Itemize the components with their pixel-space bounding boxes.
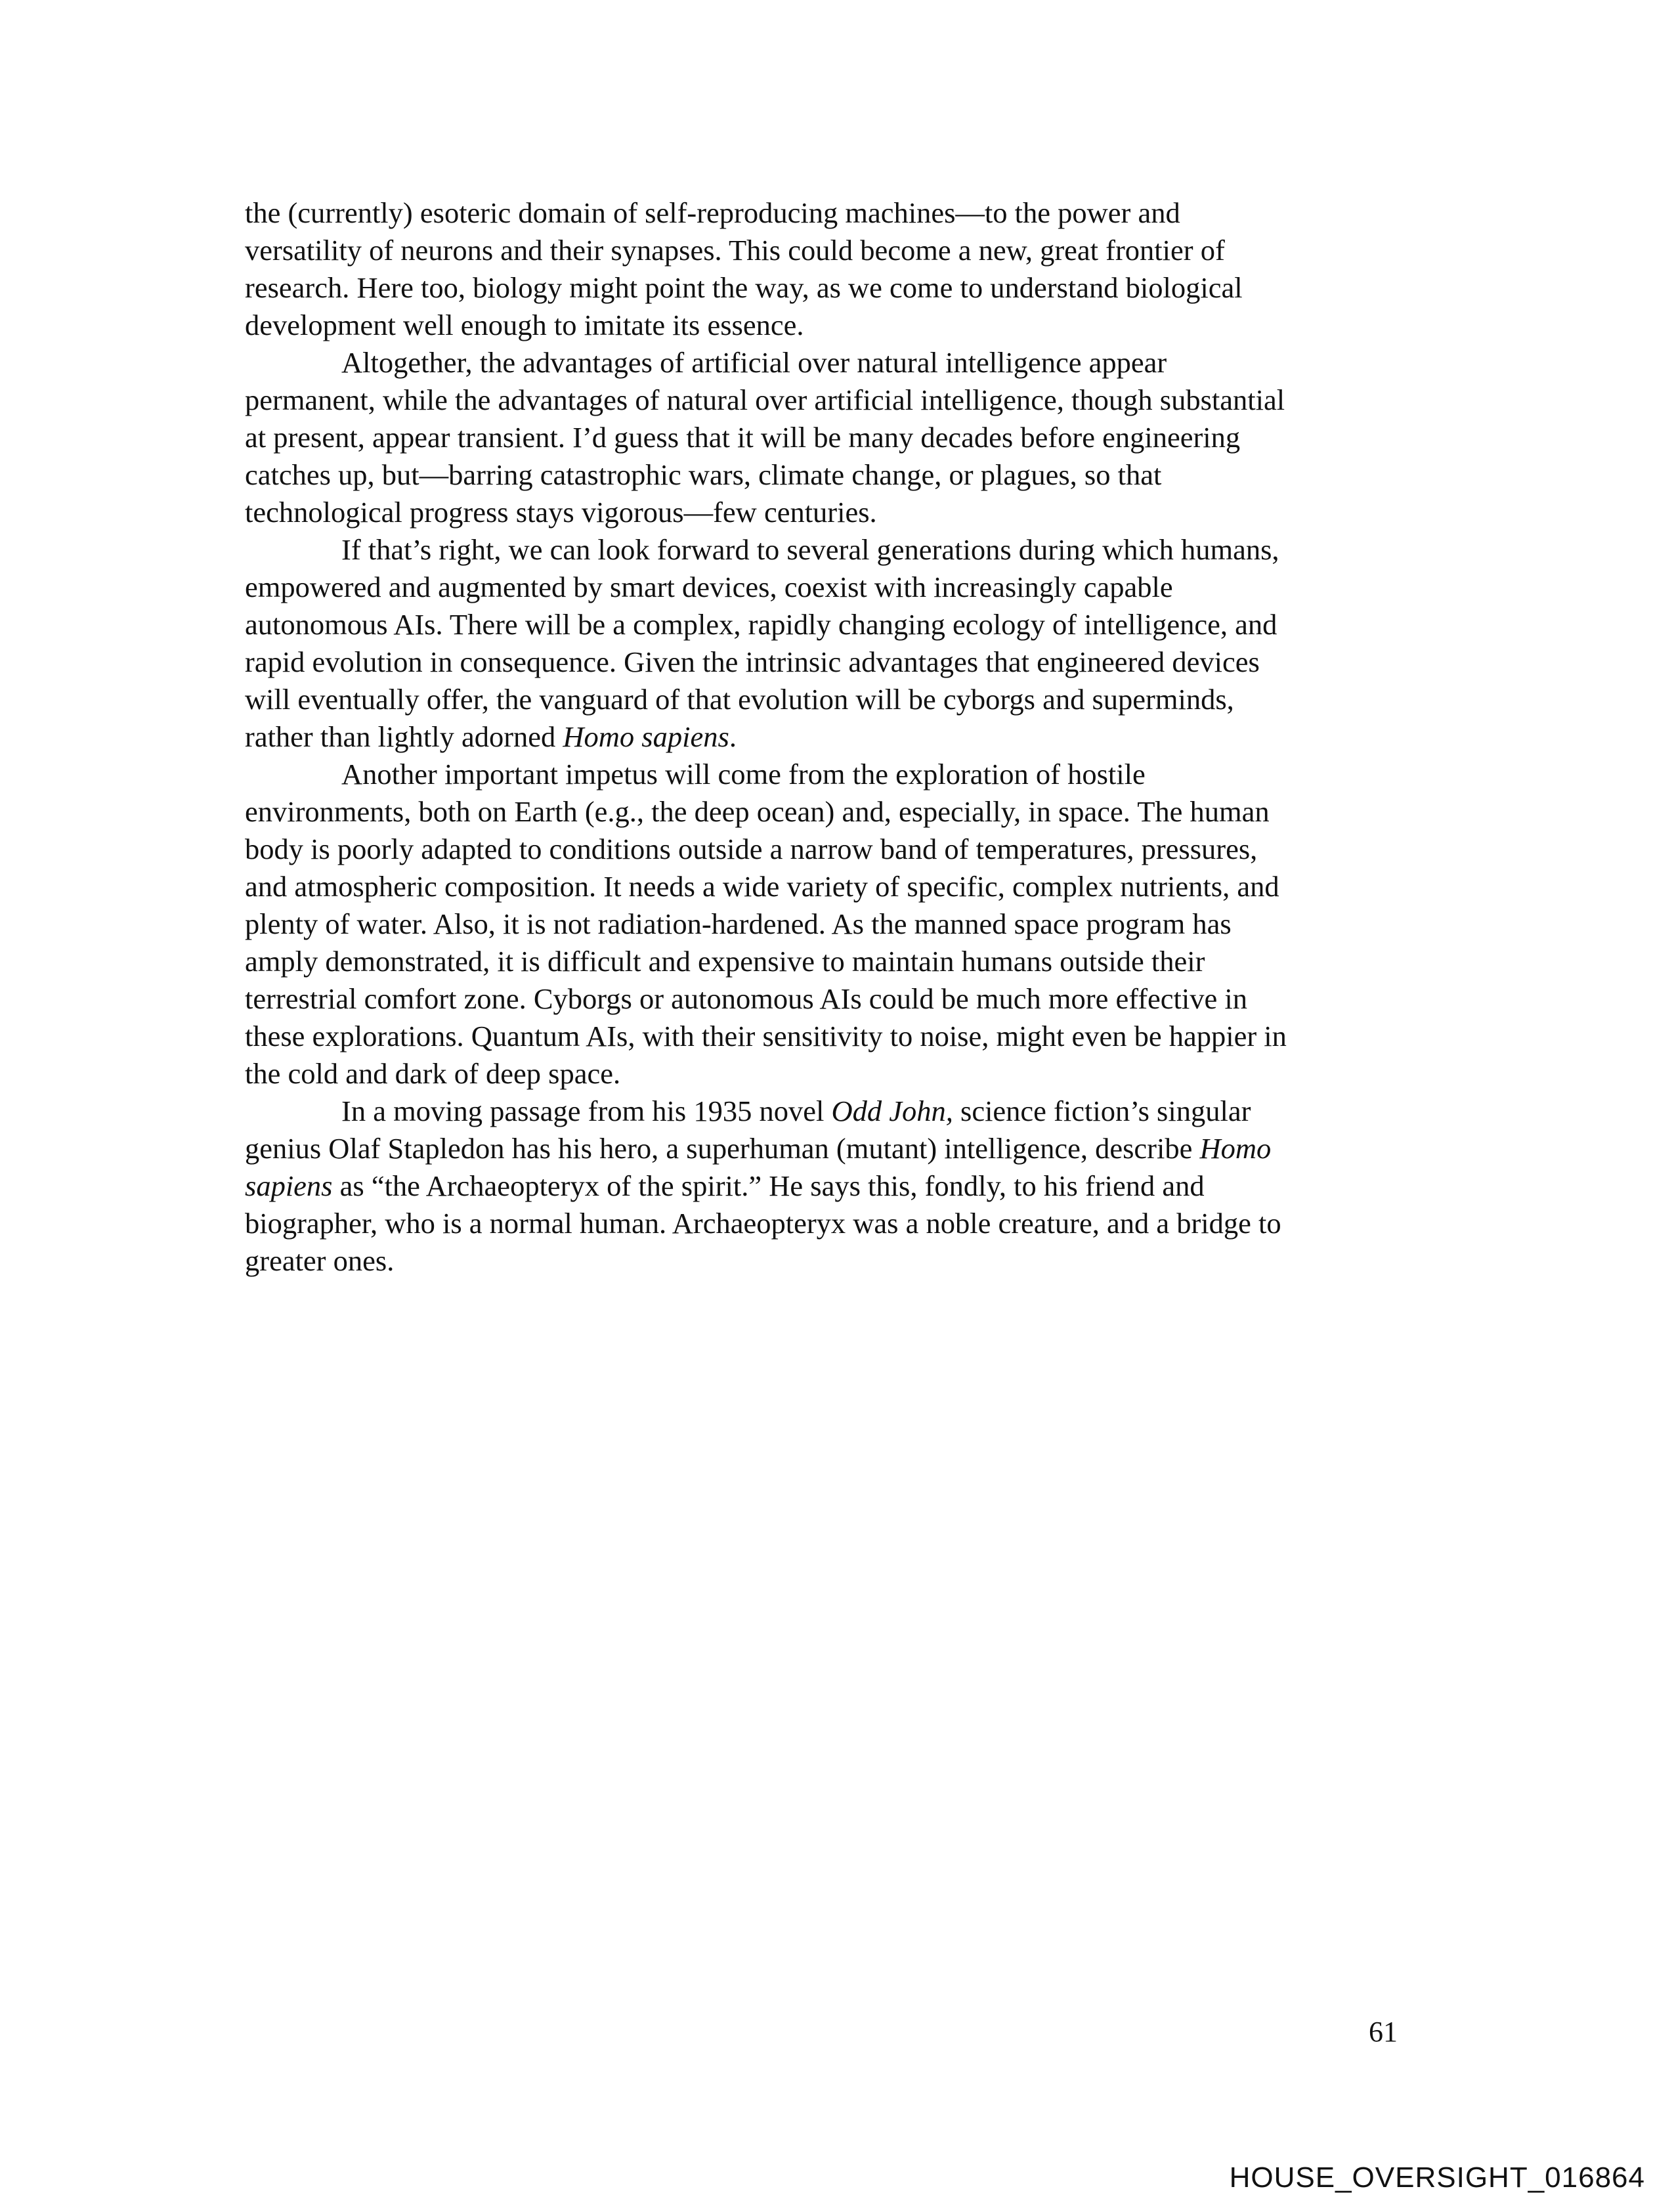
paragraph-2 (245, 344, 1440, 531)
text-line: plenty of water. Also, it is not radiation-hardened. As the manned space program has (245, 907, 1232, 940)
text-line: If that’s right, we can look forward to several generations during which humans, (341, 533, 1279, 566)
text-line: the (currently) esoteric domain of self-reproducing machines—to the power and (245, 196, 1180, 229)
text-line (245, 1093, 1440, 1130)
text-line: terrestrial comfort zone. Cyborgs or autonomous AIs could be much more effective in (245, 982, 1248, 1015)
text-line: development well enough to imitate its essence. (245, 309, 804, 341)
text-line: Another important impetus will come from the exploration of hostile (341, 758, 1146, 791)
text-line (245, 1167, 1440, 1205)
italic-text: Homo (1199, 1132, 1272, 1165)
text-run: . (729, 720, 737, 753)
text-line: at present, appear transient. I’d guess that it will be many decades before engineering (245, 421, 1241, 454)
text-run: In a moving passage from his 1935 novel (341, 1095, 832, 1127)
text-run: rather than lightly adorned (245, 720, 563, 753)
text-line: autonomous AIs. There will be a complex, rapidly changing ecology of intelligence, and (245, 608, 1277, 641)
text-line: empowered and augmented by smart devices, coexist with increasingly capable (245, 571, 1173, 603)
text-line (245, 718, 1440, 756)
page-number: 61 (1369, 2016, 1398, 2048)
text-run: science fiction’s singular (953, 1095, 1251, 1127)
document-body (245, 194, 1440, 1280)
text-line (245, 1130, 1440, 1167)
italic-text: sapiens (245, 1169, 333, 1202)
italic-text: Odd John, (831, 1095, 953, 1127)
text-line: biographer, who is a normal human. Archaeopteryx was a noble creature, and a bridge to (245, 1207, 1281, 1240)
text-line: and atmospheric composition. It needs a wide variety of specific, complex nutrients, and (245, 870, 1279, 903)
paragraph-3 (245, 531, 1440, 756)
text-line: Altogether, the advantages of artificial over natural intelligence appear (341, 346, 1167, 379)
paragraph-1 (245, 194, 1440, 344)
text-line: amply demonstrated, it is difficult and expensive to maintain humans outside their (245, 945, 1205, 978)
text-line: technological progress stays vigorous—few centuries. (245, 496, 877, 529)
text-line: these explorations. Quantum AIs, with their sensitivity to noise, might even be happier in (245, 1020, 1287, 1052)
text-line: rapid evolution in consequence. Given the intrinsic advantages that engineered devices (245, 645, 1260, 678)
text-line: environments, both on Earth (e.g., the deep ocean) and, especially, in space. The human (245, 795, 1270, 828)
text-line: will eventually offer, the vanguard of that evolution will be cyborgs and superminds, (245, 683, 1234, 716)
italic-text: Homo sapiens (563, 720, 729, 753)
text-line: catches up, but—barring catastrophic wars, climate change, or plagues, so that (245, 458, 1162, 491)
paragraph-5 (245, 1093, 1440, 1280)
text-line: permanent, while the advantages of natural over artificial intelligence, though substantial (245, 383, 1285, 416)
paragraph-4 (245, 756, 1440, 1093)
text-line: greater ones. (245, 1244, 395, 1277)
bates-stamp: HOUSE_OVERSIGHT_016864 (1229, 2161, 1645, 2194)
text-line: versatility of neurons and their synapses. This could become a new, great frontier of (245, 234, 1225, 267)
text-line: body is poorly adapted to conditions outside a narrow band of temperatures, pressures, (245, 833, 1258, 865)
text-line: research. Here too, biology might point the way, as we come to understand biological (245, 271, 1243, 304)
text-run: genius Olaf Stapledon has his hero, a superhuman (mutant) intelligence, describe (245, 1132, 1200, 1165)
text-line: the cold and dark of deep space. (245, 1057, 621, 1090)
text-run: as “the Archaeopteryx of the spirit.” He says this, fondly, to his friend and (332, 1169, 1205, 1202)
